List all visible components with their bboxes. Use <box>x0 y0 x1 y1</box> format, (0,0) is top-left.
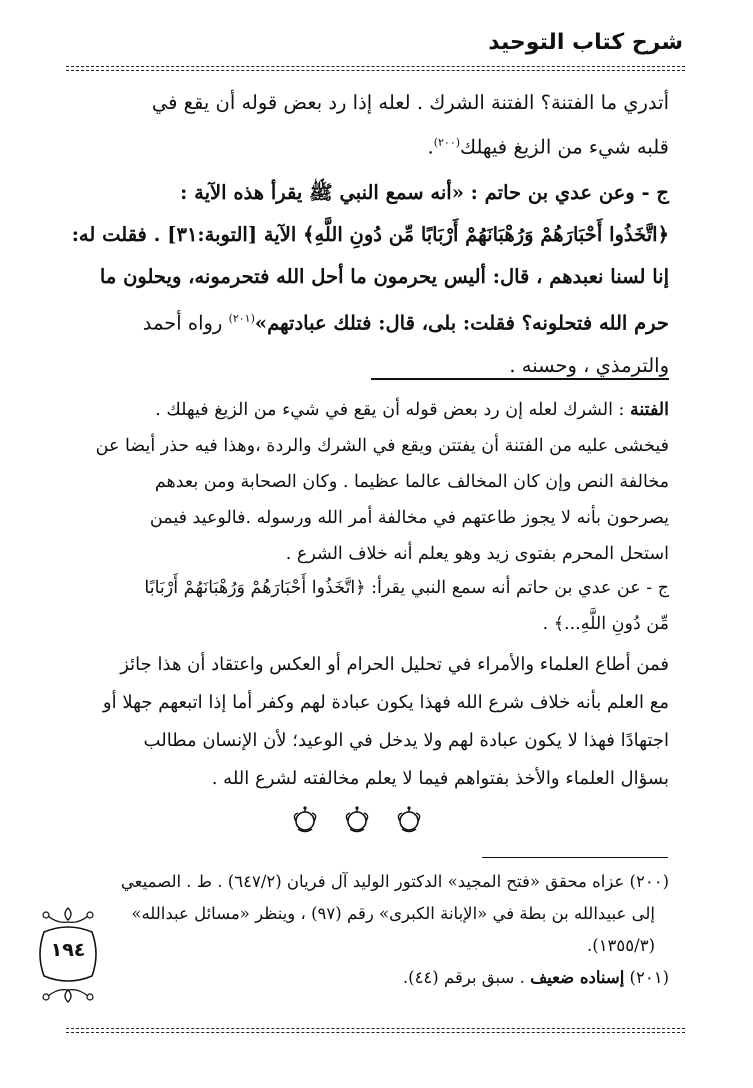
hadith-line-1: ج - وعن عدي بن حاتم : «أنه سمع النبي ﷺ يقرأ هذه الآية : <box>180 181 669 204</box>
intro-line-2 <box>77 123 669 168</box>
commentary3-line-2: مع العلم بأنه خلاف شرع الله فهذا يكون عبادة لهم وكفر أما إذا اتبعهم جهلا أو <box>102 692 669 713</box>
hadith-paragraph <box>71 172 669 387</box>
section-ornaments <box>290 805 424 835</box>
hadith-line-4-rest: رواه أحمد <box>142 311 229 335</box>
footnote-201 <box>77 962 669 994</box>
commentary3-paragraph <box>77 646 669 798</box>
footnote-ref-201: (٢٠١) <box>228 312 255 325</box>
commentary-line-5: استحل المحرم بفتوى زيد وهو يعلم أنه خلاف الشرع . <box>285 544 669 564</box>
footnote-200-line-2: إلى عبيدالله بن بطة في «الإبانة الكبرى» رقم (٩٧) ، وينظر «مسائل عبدالله» <box>131 904 655 923</box>
footnote-201-number: (٢٠١) <box>624 968 669 987</box>
footnote-201-rest: . سبق برقم (٤٤). <box>402 968 531 987</box>
footnote-200-line-1: (٢٠٠) عزاه محقق «فتح المجيد» الدكتور الوليد آل فريان (٦٤٧/٢) . ط . الصميعي <box>120 872 669 891</box>
hadith-line-5: والترمذي ، وحسنه . <box>509 353 669 377</box>
commentary3-line-4: بسؤال العلماء والأخذ بفتواهم فيما لا يعلم مخالفته لشرع الله . <box>211 768 669 789</box>
page-number: ١٩٤ <box>50 939 86 961</box>
hadith-line-3: إنا لسنا نعبدهم ، قال: أليس يحرمون ما أحل الله فتحرمونه، ويحلون ما <box>99 265 669 288</box>
commentary-line-1 <box>77 392 669 428</box>
footnote-200-line-3: (١٣٥٥/٣). <box>587 936 655 955</box>
hadith-line-4 <box>77 298 669 345</box>
hadith-line-2: ﴿اتَّخَذُوا أَحْبَارَهُمْ وَرُهْبَانَهُمْ أَرْبَابًا مِّن دُونِ اللَّهِ﴾ الآية [التوبة:٣١] . فقلت له: <box>71 223 669 246</box>
footnote-ref-200: (٢٠٠) <box>433 136 461 149</box>
commentary-line-3: مخالفة النص وإن كان المخالف عالما عظيما . وكان الصحابة ومن بعدهم <box>154 472 669 492</box>
commentary2-paragraph <box>77 570 669 642</box>
commentary2-line-1: ج - عن عدي بن حاتم أنه سمع النبي يقرأ: ﴿اتَّخَذُوا أَحْبَارَهُمْ وَرُهْبَانَهُمْ أَرْبَابًا <box>144 578 669 598</box>
floral-ornament-icon <box>394 805 424 835</box>
commentary-paragraph <box>77 392 669 572</box>
commentary-divider <box>371 378 669 380</box>
commentary-line-2: فيخشى عليه من الفتنة أن يفتتن ويقع في الشرك والردة ،وهذا فيه حذر أيضا عن <box>95 436 669 456</box>
header-divider <box>66 66 685 67</box>
commentary3-line-3: اجتهادًا فهذا لا يكون عبادة لهم ولا يدخل في الوعيد؛ لأن الإنسان مطالب <box>143 730 669 751</box>
commentary-line-4: يصرحون بأنه لا يجوز طاعتهم في مخالفة أمر الله ورسوله .فالوعيد فيمن <box>149 508 669 528</box>
intro-line-2-text: قلبه شيء من الزيغ فيهلك <box>460 135 669 159</box>
footnote-divider <box>482 857 668 858</box>
footnote-201-bold: إسناده ضعيف <box>530 968 625 987</box>
footer-divider-secondary <box>66 1032 685 1033</box>
commentary-line-1-rest: : الشرك لعله إن رد بعض قوله أن يقع في شيء من الزيغ فيهلك . <box>155 400 630 420</box>
page-header-title: شرح كتاب التوحيد <box>488 30 683 55</box>
commentary3-line-1: فمن أطاع العلماء والأمراء في تحليل الحرام أو العكس واعتقاد أن هذا جائز <box>120 654 669 675</box>
footnotes <box>77 866 669 994</box>
intro-line-1: أتدري ما الفتنة؟ الفتنة الشرك . لعله إذا رد بعض قوله أن يقع في <box>151 91 669 114</box>
commentary2-line-2: مِّن دُونِ اللَّهِ...﴾ . <box>542 614 669 634</box>
commentary-term: الفتنة <box>630 400 669 420</box>
hadith-line-4-bold: حرم الله فتحلونه؟ فقلت: بلى، قال: فتلك عبادتهم» <box>254 311 669 335</box>
header-divider-secondary <box>66 70 685 71</box>
floral-ornament-icon <box>342 805 372 835</box>
footer-divider <box>66 1028 685 1029</box>
intro-paragraph <box>77 83 669 168</box>
floral-ornament-icon <box>290 805 320 835</box>
page-number-frame <box>28 904 108 1014</box>
intro-line-2-end: . <box>427 135 434 159</box>
